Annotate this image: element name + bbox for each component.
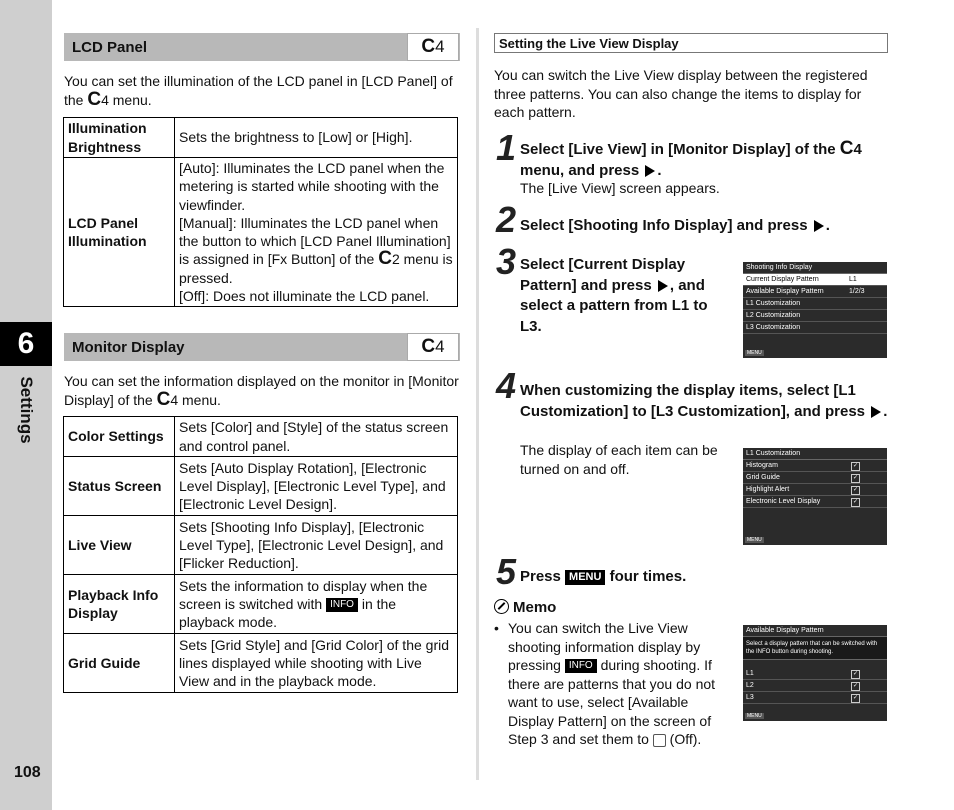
right-arrow-icon: [645, 165, 655, 177]
step-number: 1: [496, 127, 517, 168]
right-arrow-icon: [814, 220, 824, 232]
step-number: 2: [496, 199, 517, 240]
lcd-panel-title: LCD Panel: [72, 38, 148, 56]
column-divider: [476, 28, 479, 780]
chapter-number: 6: [0, 322, 52, 366]
step-number: 3: [496, 241, 517, 282]
right-arrow-icon: [871, 406, 881, 418]
custom-menu-badge: C 4: [407, 33, 459, 61]
step-4-text: When customizing the display items, select [L1 Customization] to [L3 Customization], and press .: [520, 382, 888, 420]
chapter-title: Settings: [17, 376, 36, 444]
table-row: Illumination Brightness Sets the brightness to [Low] or [High].: [64, 118, 458, 158]
menu-button-icon: MENU: [565, 570, 605, 585]
section-intro: You can switch the Live View display between the registered three patterns. You can also change the items to display for each pattern.: [494, 67, 868, 120]
step-number: 5: [496, 551, 517, 592]
screen-shooting-info-display: Shooting Info Display Current Display Pattern L1 Available Display Pattern 1/2/3 L1 Customization L2 Customization L3 Customization MENU: [743, 262, 887, 358]
lcd-panel-intro: You can set the illumination of the LCD panel in [LCD Panel] of the C4 menu.: [64, 73, 453, 110]
step-1-text: Select [Live View] in [Monitor Display] of the C4 menu, and press .: [520, 138, 862, 179]
monitor-display-header: [64, 333, 460, 361]
off-checkbox-icon: [653, 734, 666, 747]
table-row: Grid Guide Sets [Grid Style] and [Grid Color] of the grid lines displayed while shooting with Live View and in the playback mode.: [64, 634, 458, 693]
step-1-note: The [Live View] screen appears.: [520, 180, 720, 196]
step-number: 4: [496, 365, 517, 406]
lcd-panel-table: [63, 117, 458, 307]
table-row: Status Screen Sets [Auto Display Rotation], [Electronic Level Display], [Electronic Level Type], and [Electronic Level Design].: [64, 457, 458, 516]
info-button-icon: INFO: [565, 659, 597, 673]
memo-heading: Memo: [494, 599, 556, 616]
custom-menu-badge: C 4: [407, 333, 459, 361]
screen-available-display-pattern: Available Display Pattern Select a display pattern that can be switched with the INFO button during shooting. L1 ✓ L2 ✓ L3 ✓ MENU: [743, 625, 887, 721]
table-row: Color Settings Sets [Color] and [Style] of the status screen and control panel.: [64, 417, 458, 457]
section-heading: Setting the Live View Display: [494, 33, 888, 53]
step-3-text: Select [Current Display Pattern] and press , and select a pattern from L1 to L3.: [520, 256, 708, 335]
step-4-note: The display of each item can be turned on and off.: [520, 442, 718, 477]
pencil-icon: [494, 599, 509, 614]
monitor-display-table: [63, 416, 458, 693]
right-arrow-icon: [658, 280, 668, 292]
lcd-panel-header: [64, 33, 460, 61]
table-row: Playback Info Display Sets the information to display when the screen is switched with INFO in the playback mode.: [64, 575, 458, 634]
screen-l1-customization: L1 Customization Histogram ✓ Grid Guide ✓ Highlight Alert ✓ Electronic Level Display ✓ MENU: [743, 448, 887, 545]
monitor-display-title: Monitor Display: [72, 338, 185, 356]
page-number: 108: [14, 764, 41, 781]
info-button-icon: INFO: [326, 598, 358, 612]
step-5-text: Press MENU four times.: [520, 568, 687, 585]
table-row: LCD Panel Illumination [Auto]: Illuminates the LCD panel when the metering is started while shooting with the viewfinder. [Manual]: Illuminates the LCD panel when the button to which [LCD Panel Illumination] is assigned in [Fx Button] of the C2 menu is pressed. [Off]: Does not illuminate the LCD panel.: [64, 158, 458, 307]
monitor-display-intro: You can set the information displayed on the monitor in [Monitor Display] of the C4 menu.: [64, 373, 459, 410]
table-row: Live View Sets [Shooting Info Display], [Electronic Level Type], [Electronic Level Design], and [Flicker Reduction].: [64, 516, 458, 575]
memo-text: • You can switch the Live View shooting information display by pressing INFO during shooting. If there are patterns that you do not want to use, select [Available Display Pattern] on the screen of Step 3 and set them to (Off).: [494, 620, 716, 747]
step-2-text: Select [Shooting Info Display] and press .: [520, 217, 830, 234]
